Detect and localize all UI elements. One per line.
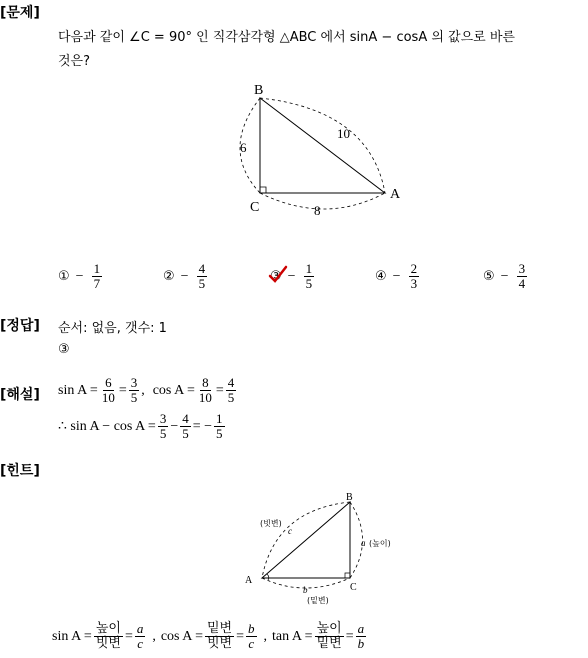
hint-cos-label: cos A = xyxy=(160,628,203,644)
choice-4-mark: ④ xyxy=(375,269,387,284)
frac-num: 6 xyxy=(105,375,112,390)
frac-num: a xyxy=(136,621,144,636)
frac-den: 10 xyxy=(101,390,115,405)
sin-label: sin A = xyxy=(58,382,98,398)
frac-num: 3 xyxy=(159,411,167,426)
hint-label-a: A xyxy=(245,575,253,586)
equals: = xyxy=(215,382,224,398)
equals-minus: = − xyxy=(192,418,213,434)
explanation-header: [해설] xyxy=(0,387,40,403)
frac-den: 10 xyxy=(198,390,212,405)
separator: , xyxy=(263,628,267,644)
choice-5-sign: − xyxy=(500,268,509,284)
choice-1-mark: ① xyxy=(58,269,70,284)
triangle-figure xyxy=(230,80,410,220)
hint-sin-label: sin A = xyxy=(52,628,92,644)
label-c: C xyxy=(250,200,260,215)
choice-3[interactable] xyxy=(270,262,316,291)
frac-den: c xyxy=(248,636,255,651)
hint-formulas xyxy=(52,622,368,651)
choice-3-sign: − xyxy=(287,268,296,284)
frac-num: 3 xyxy=(130,375,138,390)
checkmark-icon xyxy=(268,265,288,285)
hint-triangle-figure xyxy=(235,490,410,610)
minus: − xyxy=(170,418,179,434)
frac-num: 8 xyxy=(202,375,209,390)
equals: = xyxy=(118,382,127,398)
frac-den: 5 xyxy=(227,390,235,405)
problem-line-1: 다음과 같이 ∠C = 90° 인 직각삼각형 △ABC 에서 sinA − cosA 의 값으로 바른 xyxy=(58,30,515,45)
frac-den: 5 xyxy=(216,426,223,441)
frac-den: 빗변 xyxy=(95,636,121,651)
frac-num: 밑변 xyxy=(206,621,233,636)
frac-den: 5 xyxy=(130,390,138,405)
label-b: B xyxy=(254,83,264,98)
angle-a-mark xyxy=(267,574,269,580)
frac-num: a xyxy=(357,621,365,636)
separator: , xyxy=(152,628,156,644)
answer-meta: 순서: 없음, 갯수: 1 xyxy=(58,321,167,336)
frac-num: 1 xyxy=(216,411,223,426)
choice-2-num: 4 xyxy=(198,261,206,276)
equals: = xyxy=(124,628,133,644)
arc-ca xyxy=(260,193,385,209)
frac-den: 빗변 xyxy=(206,636,233,651)
frac-num: 높이 xyxy=(316,621,342,636)
choice-4-sign: − xyxy=(392,268,401,284)
frac-den: 5 xyxy=(159,426,167,441)
choice-1-sign: − xyxy=(75,268,84,284)
frac-den: c xyxy=(137,636,143,651)
answer-value: ③ xyxy=(58,342,70,357)
choice-3-mark: ③ xyxy=(270,269,282,284)
choice-4-num: 2 xyxy=(410,261,418,276)
problem-header: [문제] xyxy=(0,5,40,21)
hint-right-angle xyxy=(345,573,350,578)
answer-header: [정답] xyxy=(0,318,40,334)
frac-num: 4 xyxy=(227,375,235,390)
choice-2-mark: ② xyxy=(163,269,175,284)
right-angle-mark xyxy=(260,187,266,193)
hint-triangle xyxy=(262,502,350,578)
hint-tan-label: tan A = xyxy=(272,628,313,644)
choice-2[interactable] xyxy=(163,262,209,291)
hint-height-label: (높이) xyxy=(369,539,391,548)
hint-label-b: B xyxy=(346,492,353,503)
choice-2-den: 5 xyxy=(198,276,206,291)
label-bc: 6 xyxy=(240,140,247,155)
hint-base-label: (밑변) xyxy=(307,596,329,605)
choice-3-den: 5 xyxy=(305,276,313,291)
label-ca: 8 xyxy=(314,203,321,218)
choice-3-num: 1 xyxy=(305,261,313,276)
label-ab: 10 xyxy=(337,126,350,141)
choice-4-den: 3 xyxy=(410,276,418,291)
therefore-text: ∴ sin A − cos A = xyxy=(58,419,156,434)
choice-5-den: 4 xyxy=(518,276,526,291)
hint-hyp-label: (빗변) xyxy=(260,519,282,528)
frac-num: b xyxy=(248,621,255,636)
choice-1-den: 7 xyxy=(93,276,101,291)
frac-den: b xyxy=(357,636,365,651)
choice-4[interactable] xyxy=(375,262,421,291)
hint-c-label: c xyxy=(288,526,292,536)
choice-2-sign: − xyxy=(180,268,189,284)
frac-num: 4 xyxy=(182,411,189,426)
frac-den: 밑변 xyxy=(316,636,342,651)
hint-header: [힌트] xyxy=(0,463,40,479)
frac-den: 5 xyxy=(182,426,189,441)
equals: = xyxy=(236,628,244,644)
choice-1-num: 1 xyxy=(93,261,101,276)
hint-label-c: C xyxy=(350,582,357,593)
frac-num: 높이 xyxy=(95,621,121,636)
comma: , xyxy=(141,382,145,398)
choice-5[interactable] xyxy=(483,262,529,291)
label-a: A xyxy=(390,187,401,202)
choice-3-mark-wrap xyxy=(270,269,282,284)
hint-b-label: b xyxy=(303,585,308,595)
choice-5-mark: ⑤ xyxy=(483,269,495,284)
choice-1[interactable] xyxy=(58,262,104,291)
explanation-line-1 xyxy=(58,376,238,405)
problem-line-2: 것은? xyxy=(58,54,91,69)
hint-a-label: a xyxy=(361,538,366,548)
triangle xyxy=(260,98,385,193)
cos-label: cos A = xyxy=(152,382,195,398)
choice-5-num: 3 xyxy=(518,261,526,276)
equals: = xyxy=(345,628,354,644)
explanation-line-2 xyxy=(58,412,227,441)
